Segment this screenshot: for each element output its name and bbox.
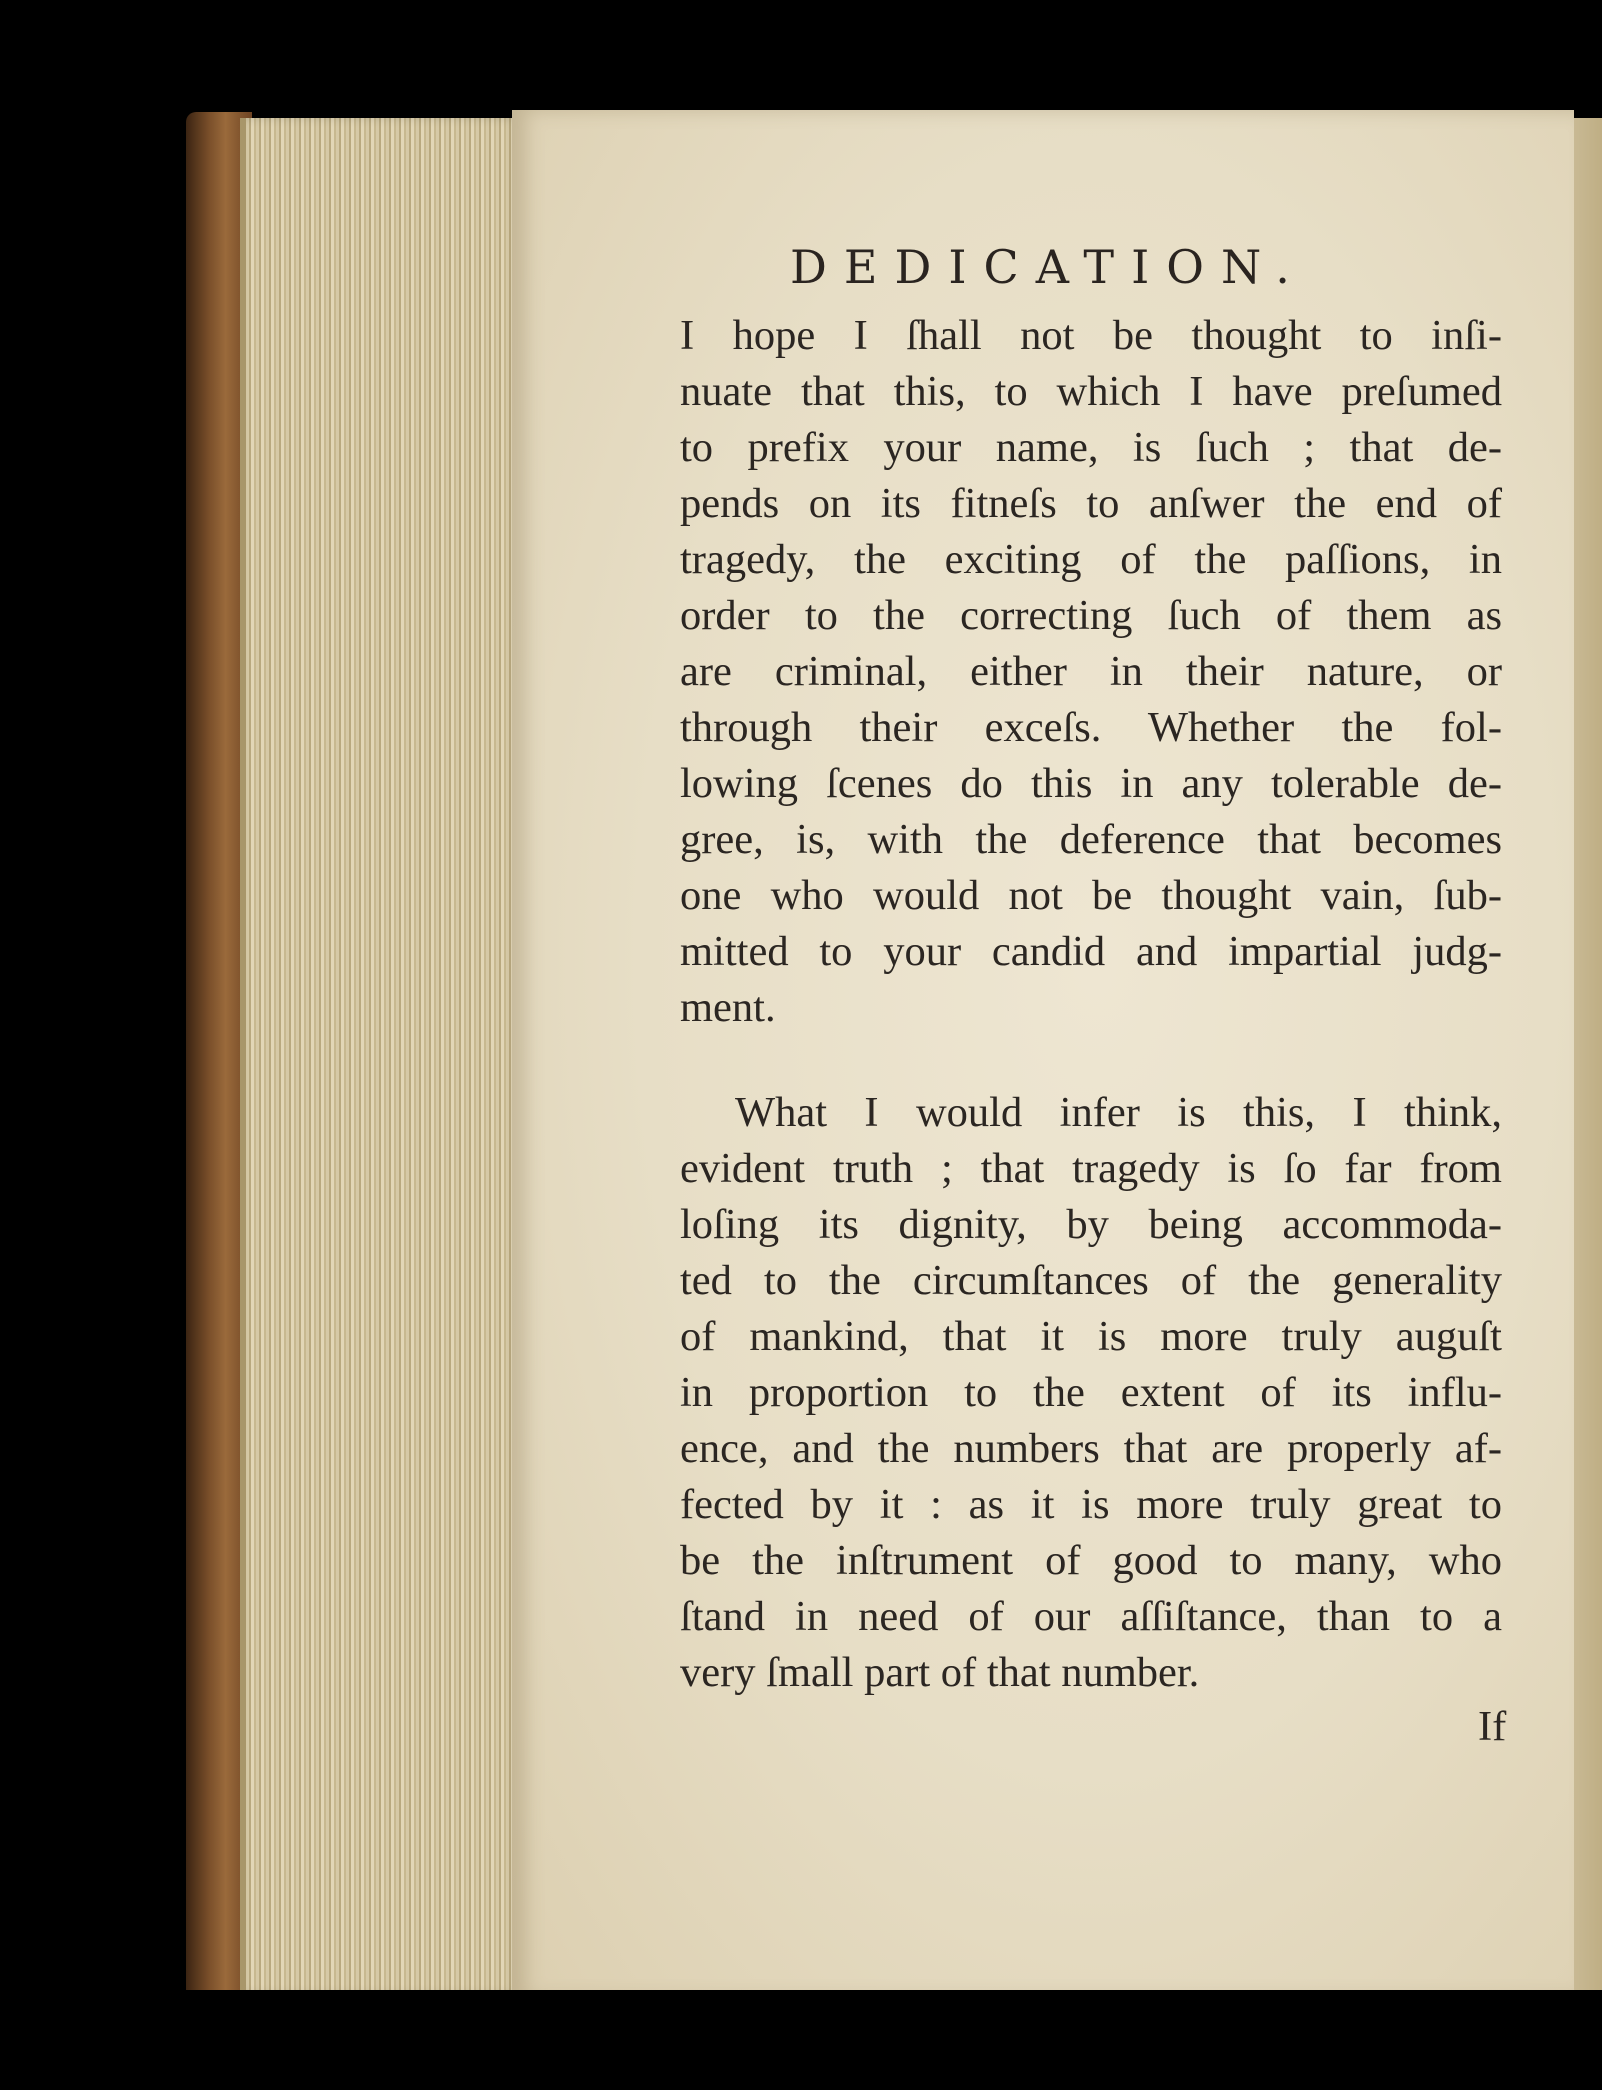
text-line: in proportion to the extent of its influ- bbox=[680, 1369, 1502, 1416]
paragraph-2 bbox=[680, 1085, 1502, 1701]
text-line: are criminal, either in their nature, or bbox=[680, 648, 1502, 695]
running-head: DEDICATION. bbox=[790, 240, 1307, 294]
text-line: fected by it : as it is more truly great to bbox=[680, 1481, 1502, 1528]
text-line: through their exceſs. Whether the fol- bbox=[680, 704, 1502, 751]
text-line: lowing ſcenes do this in any tolerable de- bbox=[680, 760, 1502, 807]
background-bottom bbox=[186, 1990, 1602, 2090]
text-line: order to the correcting ſuch of them as bbox=[680, 592, 1502, 639]
text-line: to prefix your name, is ſuch ; that de- bbox=[680, 424, 1502, 471]
text-line: of mankind, that it is more truly auguſt bbox=[680, 1313, 1502, 1360]
text-line: pends on its fitneſs to anſwer the end of bbox=[680, 480, 1502, 527]
text-line: What I would infer is this, I think, bbox=[735, 1089, 1502, 1136]
text-line: nuate that this, to which I have preſumed bbox=[680, 368, 1502, 415]
text-line: very ſmall part of that number. bbox=[680, 1649, 1200, 1696]
text-line: ment. bbox=[680, 984, 776, 1031]
page-edges bbox=[240, 118, 521, 1994]
text-line: gree, is, with the deference that becomes bbox=[680, 816, 1502, 863]
text-line: ted to the circumſtances of the generality bbox=[680, 1257, 1502, 1304]
paragraph-1 bbox=[680, 308, 1502, 1036]
text-line: ſtand in need of our aſſiſtance, than to a bbox=[680, 1593, 1502, 1640]
text-line: be the inſtrument of good to many, who bbox=[680, 1537, 1502, 1584]
catchword: If bbox=[1478, 1703, 1507, 1750]
text-line: one who would not be thought vain, ſub- bbox=[680, 872, 1502, 919]
text-line: tragedy, the exciting of the paſſions, in bbox=[680, 536, 1502, 583]
text-line: I hope I ſhall not be thought to inſi- bbox=[680, 312, 1502, 359]
text-line: loſing its dignity, by being accommoda- bbox=[680, 1201, 1502, 1248]
text-line: ence, and the numbers that are properly af- bbox=[680, 1425, 1502, 1472]
text-line: mitted to your candid and impartial judg- bbox=[680, 928, 1502, 975]
text-line: evident truth ; that tragedy is ſo far from bbox=[680, 1145, 1502, 1192]
